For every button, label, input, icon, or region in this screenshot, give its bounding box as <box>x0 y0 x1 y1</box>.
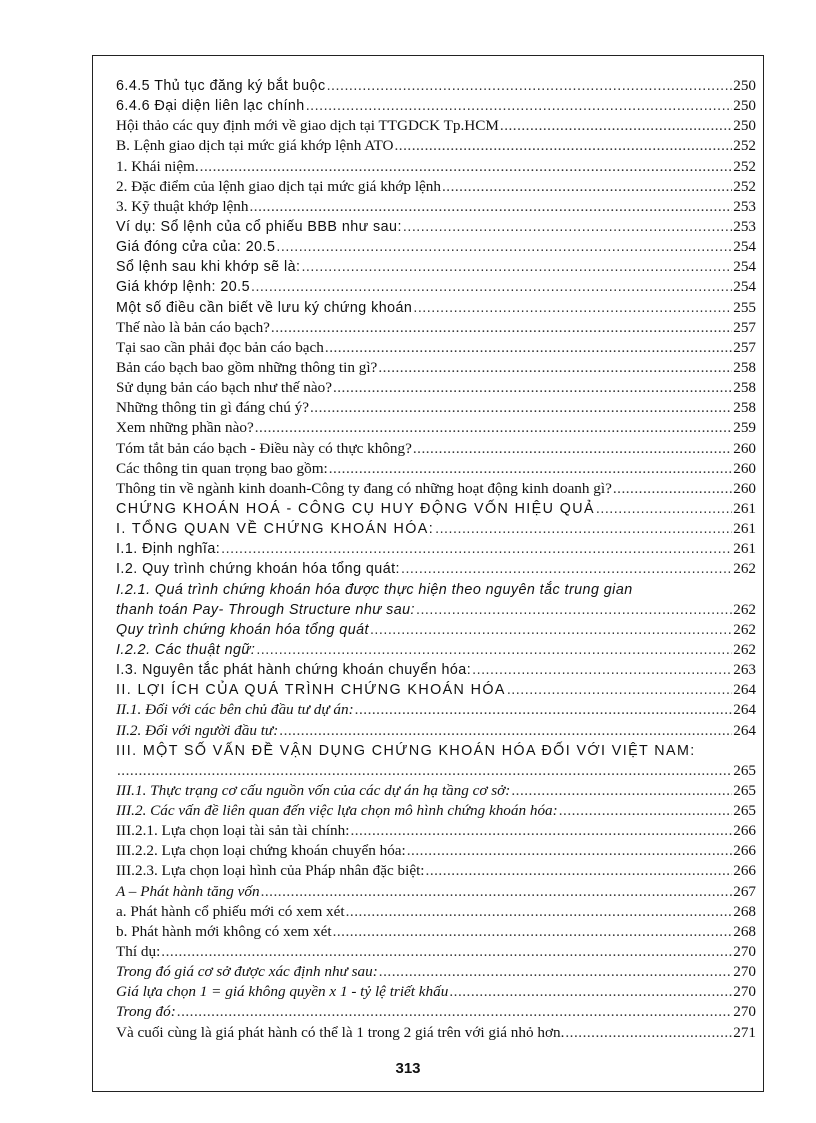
dot-leader <box>310 398 732 418</box>
toc-entry-title: Những thông tin gì đáng chú ý? <box>116 399 309 417</box>
toc-entry-page: 258 <box>733 379 756 397</box>
toc-entry-page: 252 <box>733 177 756 195</box>
toc-entry-title: Tóm tắt bản cáo bạch - Điều này có thực không? <box>116 439 412 457</box>
toc-entry <box>116 962 756 982</box>
toc-entry-page: 261 <box>733 540 756 558</box>
toc-entry-title: Thí dụ: <box>116 943 161 961</box>
toc-entry-title: 6.4.6 Đại diện liên lạc chính <box>116 98 305 115</box>
toc-entry-title: Ví dụ: Sổ lệnh của cổ phiếu BBB như sau: <box>116 218 402 235</box>
dot-leader <box>177 1002 732 1022</box>
toc-entry-page: 264 <box>733 721 756 739</box>
toc-entry-page: 258 <box>733 358 756 376</box>
toc-entry-page: 261 <box>733 499 756 517</box>
toc-entry-title: a. Phát hành cổ phiếu mới có xem xét <box>116 902 345 920</box>
toc-entry <box>116 418 756 438</box>
toc-entry <box>116 136 756 156</box>
toc-entry-page: 250 <box>733 97 756 115</box>
toc-entry-page: 265 <box>733 781 756 799</box>
dot-leader <box>333 378 732 398</box>
toc-entry <box>116 1002 756 1022</box>
toc-entry-page: 254 <box>733 258 756 276</box>
toc-entry-page: 253 <box>733 197 756 215</box>
dot-leader <box>442 177 732 197</box>
toc-entry-title: Sử dụng bản cáo bạch như thế nào? <box>116 379 332 397</box>
dot-leader <box>559 801 733 821</box>
toc-entry <box>116 439 756 459</box>
toc-entry-title: III. MỘT SỐ VẤN ĐỀ VẬN DỤNG CHỨNG KHOÁN HÓA ĐỐI VỚI VIỆT NAM: <box>116 742 696 759</box>
toc-entry <box>116 982 756 1002</box>
toc-entry-title: Giá đóng cửa của: 20.5 <box>116 239 276 256</box>
toc-entry-title: III.2. Các vấn đề liên quan đến việc lựa chọn mô hình chứng khoán hóa: <box>116 802 558 820</box>
toc-entry-page: 260 <box>733 459 756 477</box>
toc-entry <box>116 499 756 519</box>
toc-entry-page: 257 <box>733 318 756 336</box>
dot-leader <box>426 861 733 881</box>
toc-entry-page: 265 <box>733 802 756 820</box>
dot-leader <box>276 237 732 257</box>
toc-entry-page: 267 <box>733 882 756 900</box>
toc-entry-page: 252 <box>733 137 756 155</box>
toc-entry <box>116 277 756 297</box>
toc-entry <box>116 660 756 680</box>
dot-leader <box>401 559 732 579</box>
toc-entry-title: I.2. Quy trình chứng khoán hóa tổng quát: <box>116 561 400 578</box>
toc-entry-title: 6.4.5 Thủ tục đăng ký bắt buộc <box>116 78 326 94</box>
toc-entry-page: 252 <box>733 157 756 175</box>
dot-leader <box>507 680 732 700</box>
dot-leader <box>333 922 733 942</box>
toc-entry <box>116 922 756 942</box>
toc-entry-title: III.2.1. Lựa chọn loại tài sản tài chính: <box>116 822 350 840</box>
toc-entry-page: 266 <box>733 822 756 840</box>
toc-entry <box>116 882 756 902</box>
toc-entry-title: III.2.2. Lựa chọn loại chứng khoán chuyển hóa: <box>116 842 406 860</box>
toc-entry-page: 253 <box>733 217 756 235</box>
dot-leader <box>161 942 732 962</box>
toc-entry <box>116 519 756 539</box>
toc-entry-title: 2. Đặc điểm của lệnh giao dịch tại mức giá khớp lệnh <box>116 177 441 195</box>
dot-leader <box>327 76 733 96</box>
toc-entry-title: Trong đó: <box>116 1003 176 1021</box>
toc-entry <box>116 841 756 861</box>
toc-entry <box>116 1023 756 1043</box>
toc-entry-title: II.1. Đối với các bên chủ đầu tư dự án: <box>116 701 354 719</box>
dot-leader <box>565 1023 732 1043</box>
dot-leader <box>378 358 732 378</box>
toc-entry <box>116 620 756 640</box>
toc-entry-title: Hội thảo các quy định mới về giao dịch tại TTGDCK Tp.HCM <box>116 117 499 135</box>
toc-entry <box>116 700 756 720</box>
toc-entry-page: 255 <box>733 298 756 316</box>
toc-entry-page: 262 <box>733 620 756 638</box>
dot-leader <box>395 136 733 156</box>
toc-entry <box>116 902 756 922</box>
dot-leader <box>117 761 732 781</box>
toc-entry-page: 262 <box>733 600 756 618</box>
toc-entry <box>116 640 756 660</box>
toc-entry-title: CHỨNG KHOÁN HOÁ - CÔNG CỤ HUY ĐỘNG VỐN HIỆU QUẢ <box>116 500 595 517</box>
toc-entry-title: III.1. Thực trạng cơ cấu nguồn vốn của các dự án hạ tầng cơ sở: <box>116 781 511 799</box>
toc-entry-page: 265 <box>733 761 756 779</box>
dot-leader <box>511 781 732 801</box>
toc-entry-title: I.2.1. Quá trình chứng khoán hóa được thực hiện theo nguyên tắc trung gian <box>116 581 633 598</box>
toc-entry-title: Thế nào là bản cáo bạch? <box>116 318 270 336</box>
toc-entry-title: I. TỔNG QUAN VỀ CHỨNG KHOÁN HÓA: <box>116 521 435 538</box>
toc-entry-title: Các thông tin quan trọng bao gồm: <box>116 459 328 477</box>
dot-leader <box>370 620 732 640</box>
toc-entry-title: I.2.2. Các thuật ngữ: <box>116 641 256 658</box>
toc-entry-page: 260 <box>733 479 756 497</box>
toc-entry-title: 1. Khái niệm. <box>116 157 199 175</box>
toc-entry-page: 270 <box>733 1003 756 1021</box>
toc-entry <box>116 217 756 237</box>
toc-entry-title: Một số điều cần biết về lưu ký chứng khoán <box>116 299 413 316</box>
toc-entry-page: 250 <box>733 77 756 94</box>
dot-leader <box>261 882 733 902</box>
dot-leader <box>435 519 732 539</box>
dot-leader <box>379 962 732 982</box>
toc-entry-page: 268 <box>733 922 756 940</box>
toc-entry-page: 270 <box>733 963 756 981</box>
toc-entry-title: Trong đó giá cơ sở được xác định như sau: <box>116 963 378 981</box>
toc-entry <box>116 680 756 700</box>
toc-entry <box>116 298 756 318</box>
dot-leader <box>329 459 732 479</box>
toc-entry <box>116 721 756 741</box>
toc-entry <box>116 76 756 96</box>
toc-entry-page: 259 <box>733 419 756 437</box>
toc-entry <box>116 942 756 962</box>
dot-leader <box>325 338 732 358</box>
toc-entry <box>116 781 756 801</box>
toc-entry-title: b. Phát hành mới không có xem xét <box>116 922 332 940</box>
toc-entry-page: 262 <box>733 560 756 578</box>
toc-entry <box>116 559 756 579</box>
toc-entry-page: 270 <box>733 943 756 961</box>
toc-entry-title: Quy trình chứng khoán hóa tổng quát <box>116 621 369 638</box>
dot-leader <box>301 257 732 277</box>
dot-leader <box>200 157 733 177</box>
dot-leader <box>413 298 732 318</box>
dot-leader <box>596 499 732 519</box>
toc-entry <box>116 358 756 378</box>
toc-entry-page: 270 <box>733 983 756 1001</box>
toc-entry-page: 263 <box>733 661 756 679</box>
toc-entry <box>116 459 756 479</box>
toc-entry <box>116 539 756 559</box>
toc-entry <box>116 177 756 197</box>
toc-entry-page: 258 <box>733 399 756 417</box>
dot-leader <box>249 197 732 217</box>
dot-leader <box>355 700 733 720</box>
dot-leader <box>449 982 732 1002</box>
toc-entry <box>116 116 756 136</box>
toc-entry-page: 254 <box>733 238 756 256</box>
toc-entry-page: 262 <box>733 640 756 658</box>
dot-leader <box>613 479 732 499</box>
toc-entry <box>116 600 756 620</box>
toc-entry-page: 261 <box>733 520 756 538</box>
dot-leader <box>413 439 732 459</box>
dot-leader <box>416 600 732 620</box>
toc-entry-page: 271 <box>733 1023 756 1041</box>
toc-entry-title: Thông tin về ngành kinh doanh-Công ty đang có những hoạt động kinh doanh gì? <box>116 479 612 497</box>
dot-leader <box>271 318 732 338</box>
toc-entry <box>116 580 756 600</box>
toc-entry-page: 266 <box>733 842 756 860</box>
toc-entry-page: 264 <box>733 681 756 699</box>
dot-leader <box>472 660 732 680</box>
dot-leader <box>350 821 732 841</box>
dot-leader <box>255 418 733 438</box>
dot-leader <box>279 721 732 741</box>
dot-leader <box>346 902 733 922</box>
toc-entry-title: I.3. Nguyên tắc phát hành chứng khoán chuyển hóa: <box>116 662 472 679</box>
toc-entry-title: Và cuối cùng là giá phát hành có thể là 1 trong 2 giá trên với giá nhỏ hơn. <box>116 1023 565 1041</box>
toc-entry-title: Giá khớp lệnh: 20.5 <box>116 279 250 296</box>
toc-entry-page: 250 <box>733 117 756 135</box>
dot-leader <box>251 277 732 297</box>
toc-entry-title: B. Lệnh giao dịch tại mức giá khớp lệnh ATO <box>116 137 394 155</box>
toc-entry <box>116 157 756 177</box>
toc-entry <box>116 96 756 116</box>
toc-entry-page: 260 <box>733 439 756 457</box>
toc-entry <box>116 257 756 277</box>
toc-entry-title: 3. Kỹ thuật khớp lệnh <box>116 197 249 215</box>
toc-entry <box>116 479 756 499</box>
toc-entry <box>116 318 756 338</box>
toc-entry-title: A – Phát hành tăng vốn <box>116 882 260 900</box>
toc-entry-title: Tại sao cần phải đọc bản cáo bạch <box>116 338 324 356</box>
toc-entry <box>116 741 756 761</box>
toc-entry-title: II. LỢI ÍCH CỦA QUÁ TRÌNH CHỨNG KHOÁN HÓA <box>116 682 506 699</box>
dot-leader <box>221 539 732 559</box>
dot-leader <box>500 116 732 136</box>
toc-entry-title: thanh toán Pay- Through Structure như sau: <box>116 601 415 618</box>
toc-entry <box>116 821 756 841</box>
toc-entry-title: Giá lựa chọn 1 = giá không quyền x 1 - tỷ lệ triết khấu <box>116 983 449 1001</box>
toc-entry-title: II.2. Đối với người đầu tư: <box>116 721 279 739</box>
dot-leader <box>403 217 732 237</box>
toc-entry <box>116 237 756 257</box>
toc-entry-title: Sổ lệnh sau khi khớp sẽ là: <box>116 259 301 276</box>
dot-leader <box>306 96 733 116</box>
toc-entry-page: 254 <box>733 278 756 296</box>
toc-entry-title: I.1. Định nghĩa: <box>116 541 221 558</box>
toc-entry-title: Xem những phần nào? <box>116 419 254 437</box>
toc-entry-page: 257 <box>733 338 756 356</box>
dot-leader <box>256 640 732 660</box>
toc-entry <box>116 197 756 217</box>
toc-entry-page: 266 <box>733 862 756 880</box>
page-number: 313 <box>395 1060 421 1077</box>
toc-entry-page: 268 <box>733 902 756 920</box>
dot-leader <box>407 841 732 861</box>
toc-entry-title: III.2.3. Lựa chọn loại hình của Pháp nhân đặc biệt: <box>116 862 425 880</box>
table-of-contents <box>116 76 756 1043</box>
toc-entry-page: 264 <box>733 701 756 719</box>
toc-entry <box>116 801 756 821</box>
toc-entry <box>116 861 756 881</box>
toc-entry <box>116 761 756 781</box>
toc-entry-title: Bản cáo bạch bao gồm những thông tin gì? <box>116 358 378 376</box>
toc-entry <box>116 338 756 358</box>
toc-entry <box>116 378 756 398</box>
toc-entry <box>116 398 756 418</box>
